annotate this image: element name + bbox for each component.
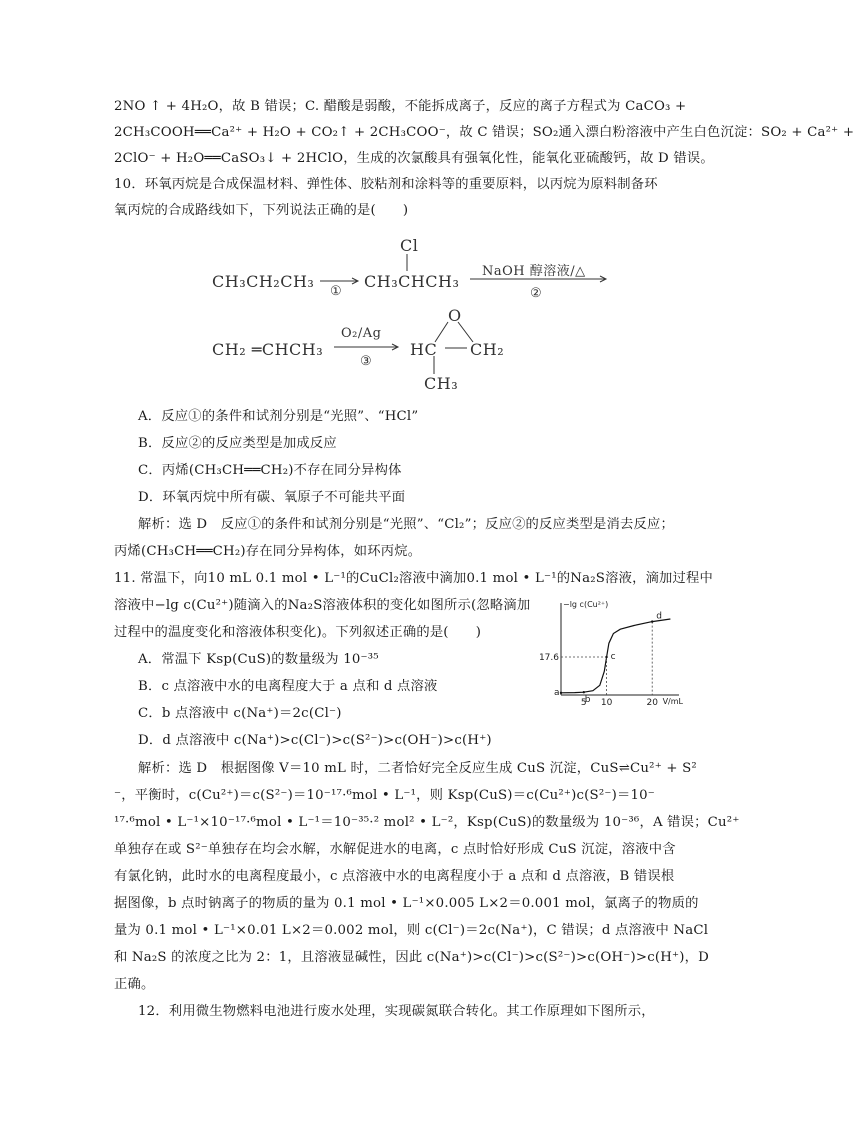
x-axis-label: V/mL	[662, 697, 683, 706]
point-d	[651, 620, 653, 622]
arrow-step-3	[332, 340, 404, 354]
q11-analysis-line-1: 解析：选 D 根据图像 V＝10 mL 时，二者恰好完全反应生成 CuS 沉淀，CuS⇌Cu²⁺ + S²	[138, 761, 697, 776]
q11-option-c: C．b 点溶液中 c(Na⁺)＝2c(Cl⁻)	[138, 706, 342, 721]
epoxide-hc: HC	[410, 340, 438, 359]
step-1-label: ①	[330, 284, 343, 299]
step-3-label: ③	[360, 354, 373, 369]
point-label-c: c	[610, 652, 616, 663]
epoxide-oxygen: O	[448, 306, 462, 325]
q11-chart-svg	[538, 595, 685, 710]
titration-curve	[561, 619, 670, 693]
text-line-3: 2ClO⁻ + H₂O══CaSO₃↓ + 2HClO，生成的次氯酸具有强氧化性，能氧化亚硫酸钙，故 D 错误。	[114, 151, 714, 166]
y-axis-label: −lg c(Cu²⁺)	[563, 600, 609, 609]
x-tick-label-1: 10	[600, 698, 613, 708]
q10-option-b: B．反应②的反应类型是加成反应	[138, 436, 337, 451]
q10-analysis-line-2: 丙烯(CH₃CH══CH₂)存在同分异构体，如环丙烷。	[114, 544, 422, 559]
q11-analysis-line-6: 据图像，b 点时钠离子的物质的量为 0.1 mol • L⁻¹×0.005 L×2＝0.001 mol，氯离子的物质的	[114, 896, 699, 911]
q10-option-a: A．反应①的条件和试剂分别是“光照”、“HCl”	[138, 409, 419, 424]
step-3-reagent: O₂/Ag	[341, 326, 382, 341]
q10-option-d: D．环氧丙烷中所有碳、氧原子不可能共平面	[138, 490, 406, 505]
x-tick-label-0: 5	[580, 698, 587, 708]
propane-formula: CH₃CH₂CH₃	[212, 272, 315, 291]
point-a	[560, 692, 562, 694]
y-tick-label-0: 17.6	[538, 653, 559, 664]
q11-analysis-line-4: 单独存在或 S²⁻单独存在均会水解，水解促进水的电离，c 点时恰好形成 CuS 沉淀，溶液中含	[114, 842, 676, 857]
q11-analysis-line-8: 和 Na₂S 的浓度之比为 2：1，且溶液显碱性，因此 c(Na⁺)>c(Cl⁻)>c(S²⁻)>c(OH⁻)>c(H⁺)，D	[114, 950, 710, 965]
point-label-b: b	[584, 695, 591, 706]
c-cl-bond	[405, 254, 409, 272]
step-2-label: ②	[530, 286, 543, 301]
q11-analysis-line-3: ¹⁷·⁶mol • L⁻¹×10⁻¹⁷·⁶mol • L⁻¹＝10⁻³⁵·² mol² • L⁻²，Ksp(CuS)的数量级为 10⁻³⁶，A 错误；Cu²⁺	[114, 815, 740, 830]
chlorine-atom: Cl	[400, 236, 419, 255]
q11-option-d: D．d 点溶液中 c(Na⁺)>c(Cl⁻)>c(S²⁻)>c(OH⁻)>c(H⁺)	[138, 733, 492, 748]
point-label-a: a	[554, 687, 560, 698]
point-b	[583, 691, 585, 693]
step-2-reagent: NaOH 醇溶液/△	[482, 264, 586, 279]
q11-analysis-line-7: 量为 0.1 mol • L⁻¹×0.01 L×2＝0.002 mol，则 c(Cl⁻)＝2c(Na⁺)，C 错误；d 点溶液中 NaCl	[114, 923, 709, 938]
q10-option-c: C．丙烯(CH₃CH══CH₂)不存在同分异构体	[138, 463, 402, 478]
q10-stem-line-2: 氧丙烷的合成路线如下，下列说法正确的是( )	[114, 203, 409, 218]
chloropropane-formula: CH₃CHCH₃	[364, 272, 460, 291]
q11-analysis-line-2: ⁻，平衡时，c(Cu²⁺)＝c(S²⁻)＝10⁻¹⁷·⁶mol • L⁻¹，则 Ksp(CuS)＝c(Cu²⁺)c(S²⁻)＝10⁻	[114, 788, 656, 803]
q11-analysis-line-9: 正确。	[114, 977, 155, 992]
q10-analysis-line-1: 解析：选 D 反应①的条件和试剂分别是“光照”、“Cl₂”；反应②的反应类型是消去反应；	[138, 517, 675, 532]
q11-option-a: A．常温下 Ksp(CuS)的数量级为 10⁻³⁵	[138, 652, 379, 667]
q12-stem-line-1: 12．利用微生物燃料电池进行废水处理，实现碳氮联合转化。其工作原理如下图所示，	[138, 1004, 655, 1019]
q11-stem-line-3: 过程中的温度变化和溶液体积变化)。下列叙述正确的是( )	[114, 625, 482, 640]
q11-analysis-line-5: 有氯化钠，此时水的电离程度最小，c 点溶液中水的电离程度小于 a 点和 d 点溶液，B 错误根	[114, 869, 675, 884]
point-c	[605, 656, 607, 658]
q10-stem-line-1: 10．环氧丙烷是合成保温材料、弹性体、胶粘剂和涂料等的重要原料，以丙烷为原料制备环	[114, 177, 658, 192]
x-tick-label-2: 20	[646, 698, 658, 708]
epoxide-ch3: CH₃	[424, 374, 459, 393]
q11-chart	[538, 595, 685, 710]
point-label-d: d	[656, 611, 662, 622]
q11-option-b: B．c 点溶液中水的电离程度大于 a 点和 d 点溶液	[138, 679, 438, 694]
text-line-1: 2NO ↑ + 4H₂O，故 B 错误；C. 醋酸是弱酸，不能拆成离子，反应的离子方程式为 CaCO₃ +	[114, 99, 687, 114]
epoxide-ch2: CH₂	[470, 340, 505, 359]
arrow-step-2	[468, 272, 610, 286]
q11-stem-line-2: 溶液中−lg c(Cu²⁺)随滴入的Na₂S溶液体积的变化如图所示(忽略滴加	[114, 598, 531, 613]
q11-stem-line-1: 11. 常温下，向10 mL 0.1 mol • L⁻¹的CuCl₂溶液中滴加0.1 mol • L⁻¹的Na₂S溶液，滴加过程中	[114, 571, 714, 586]
text-line-2: 2CH₃COOH══Ca²⁺ + H₂O + CO₂↑ + 2CH₃COO⁻，故 C 错误；SO₂通入漂白粉溶液中产生白色沉淀：SO₂ + Ca²⁺ +	[114, 125, 854, 140]
propene-formula: CH₂ ═CHCH₃	[212, 340, 324, 359]
